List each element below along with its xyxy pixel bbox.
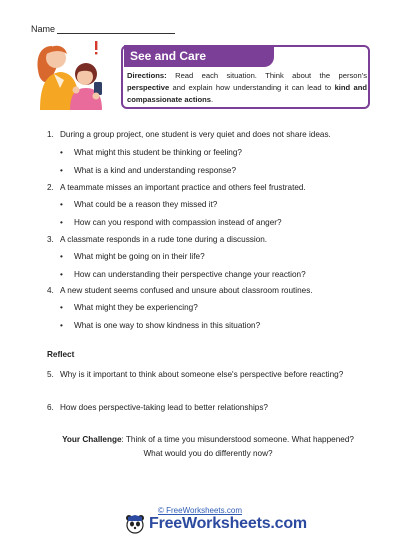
bullet-4b: • What is one way to show kindness in this situation? (74, 321, 260, 331)
name-label: Name (31, 24, 56, 34)
challenge-text-2: What would you do differently now? (143, 449, 273, 458)
bullet-1a: • What might this student be thinking or feeling? (74, 148, 242, 158)
footer-logo[interactable] (125, 514, 307, 534)
question-text: Why is it important to think about someone else's perspective before reacting? (60, 370, 344, 379)
question-number: 4. (47, 286, 54, 295)
worksheet-title: See and Care (130, 49, 207, 63)
logo-text: FreeWorksheets.com (149, 515, 307, 532)
directions-bold-kind: kind and compassionate actions (127, 83, 367, 104)
bullet-3b: • How can understanding their perspective change your reaction? (74, 270, 306, 280)
question-number: 2. (47, 183, 54, 192)
challenge (30, 433, 386, 461)
bullet-3a: • What might be going on in their life? (74, 252, 205, 262)
question-4 (47, 286, 313, 296)
question-number: 1. (47, 130, 54, 139)
panda-logo-icon (125, 514, 145, 534)
question-3 (47, 235, 267, 245)
mother-daughter-phone-illustration (30, 40, 122, 110)
question-6 (47, 403, 268, 413)
question-2 (47, 183, 306, 193)
directions-part-3: . (210, 95, 214, 104)
footer-link[interactable]: © FreeWorksheets.com (158, 506, 242, 515)
question-1 (47, 130, 331, 140)
directions-bold-perspective: perspective (127, 83, 170, 92)
question-number: 3. (47, 235, 54, 244)
bullet-1b: • What is a kind and understanding response? (74, 166, 236, 176)
name-field-line[interactable] (57, 24, 175, 34)
question-5 (47, 370, 343, 380)
directions-label: Directions: (127, 71, 167, 80)
bullet-2a: • What could be a reason they missed it? (74, 200, 217, 210)
question-text: A new student seems confused and unsure about classroom routines. (60, 286, 313, 295)
exclamation-icon (93, 41, 99, 55)
name-row (31, 24, 175, 34)
question-text: A classmate responds in a rude tone during a discussion. (60, 235, 268, 244)
directions-part-2: and explain how understanding it can lead to (169, 83, 335, 92)
reflect-heading: Reflect (47, 350, 75, 359)
question-text: How does perspective-taking lead to better relationships? (60, 403, 268, 412)
question-number: 5. (47, 370, 54, 379)
challenge-text-1: : Think of a time you misunderstood someone. What happened? (121, 435, 354, 444)
bullet-4a: • What might they be experiencing? (74, 303, 198, 313)
bullet-2b: • How can you respond with compassion instead of anger? (74, 218, 282, 228)
directions-text (127, 70, 367, 106)
question-text: During a group project, one student is very quiet and does not share ideas. (60, 130, 331, 139)
question-text: A teammate misses an important practice and others feel frustrated. (60, 183, 306, 192)
directions-part-1: Read each situation. Think about the person's (166, 71, 367, 80)
question-number: 6. (47, 403, 54, 412)
challenge-label: Your Challenge (62, 435, 122, 444)
